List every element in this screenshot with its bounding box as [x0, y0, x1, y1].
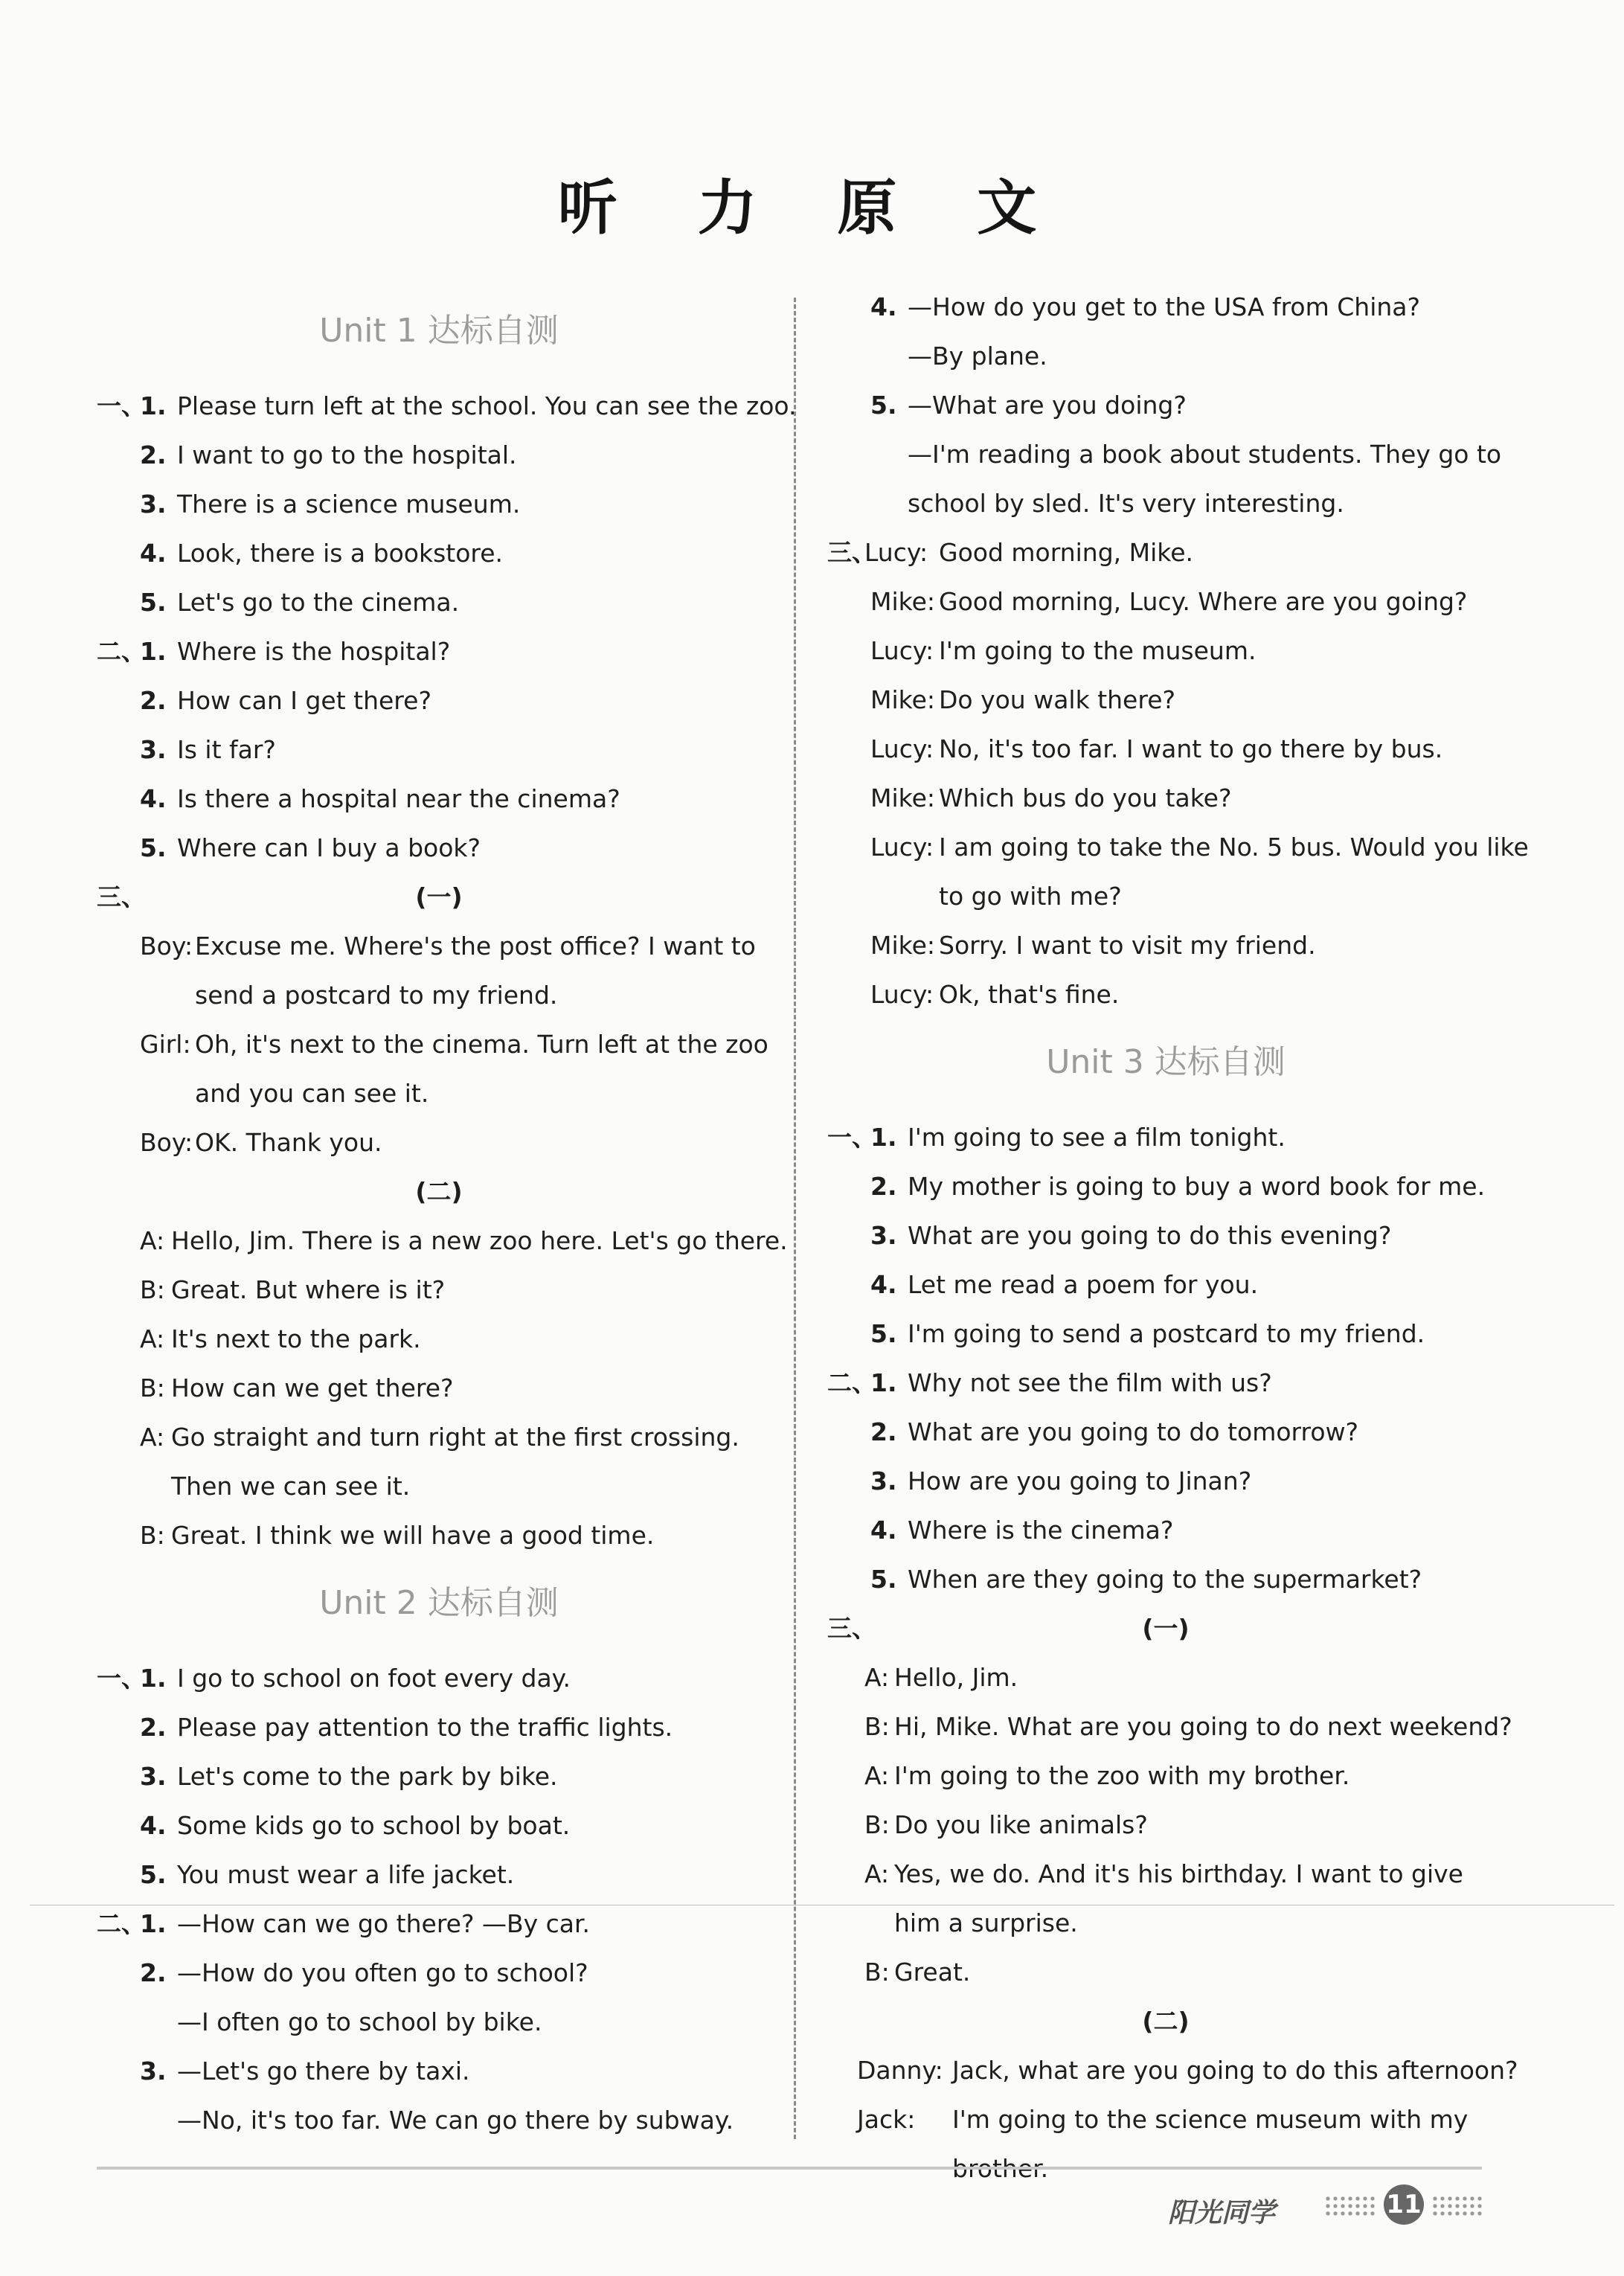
item-text: I go to school on foot every day. — [177, 1664, 571, 1693]
list-item — [97, 1703, 781, 1752]
item-number: 1. — [140, 1664, 167, 1693]
dialog-text: Do you like animals? — [894, 1810, 1148, 1839]
dialog-text: Hello, Jim. There is a new zoo here. Let's go there. — [171, 1226, 788, 1255]
footer-dots — [1324, 2195, 1376, 2217]
item-number: 5. — [140, 1860, 167, 1889]
list-item — [827, 479, 1504, 528]
dialog-line — [827, 1948, 1504, 1997]
list-item — [97, 1654, 781, 1703]
dialog-text: Do you walk there? — [939, 685, 1176, 714]
dialog-text: I am going to take the No. 5 bus. Would you like — [939, 833, 1529, 862]
unit-heading: Unit 3 达标自测 — [1046, 1043, 1286, 1081]
dialog-text: Great. — [894, 1958, 971, 1987]
list-item — [827, 1211, 1504, 1260]
speaker-label: A: — [864, 1663, 890, 1692]
dialog-text: him a surprise. — [894, 1908, 1078, 1937]
speaker-label: Mike: — [870, 931, 935, 960]
dialog-text: Hello, Jim. — [894, 1663, 1018, 1692]
dialog-text: OK. Thank you. — [195, 1128, 382, 1157]
list-item — [827, 1260, 1504, 1309]
list-item — [97, 431, 781, 480]
list-item — [827, 1113, 1504, 1162]
speaker-label: Lucy: — [870, 833, 934, 862]
dialog-line — [827, 725, 1504, 774]
item-text: Is it far? — [177, 735, 276, 764]
dialog-line — [97, 1266, 781, 1315]
item-text: Where is the hospital? — [177, 637, 451, 666]
item-number: 4. — [870, 1270, 897, 1299]
dialog-text: Ok, that's fine. — [939, 980, 1120, 1009]
dialog-line — [97, 971, 781, 1020]
sub-heading: (二) — [415, 1177, 463, 1206]
item-text: When are they going to the supermarket? — [908, 1565, 1422, 1594]
dialog-1 — [97, 922, 781, 1167]
speaker-label: B: — [864, 1712, 890, 1741]
item-number: 3. — [140, 1762, 167, 1791]
speaker-label: B: — [140, 1521, 165, 1550]
list-item — [97, 2096, 781, 2145]
item-text: Why not see the film with us? — [908, 1368, 1272, 1397]
dialog-text: It's next to the park. — [171, 1324, 421, 1353]
item-text: —By plane. — [908, 342, 1047, 371]
item-number: 2. — [140, 1713, 167, 1742]
unit2-continued-lines — [827, 283, 1504, 528]
speaker-label: A: — [140, 1226, 165, 1255]
list-item — [97, 2047, 781, 2096]
section-marker: 三、 — [97, 882, 146, 911]
dialog-line — [827, 577, 1504, 626]
item-text: Where can I buy a book? — [177, 833, 481, 862]
section-marker: 一、 — [97, 391, 146, 420]
dialog-line — [97, 1118, 781, 1167]
item-number: 2. — [870, 1172, 897, 1201]
item-text: You must wear a life jacket. — [177, 1860, 515, 1889]
item-text: Is there a hospital near the cinema? — [177, 784, 620, 813]
right-column — [827, 292, 1529, 2193]
item-number: 1. — [140, 1909, 167, 1938]
list-item — [827, 1359, 1504, 1408]
left-column — [97, 294, 797, 2145]
sub-heading: (二) — [1142, 2007, 1190, 2036]
item-text: Where is the cinema? — [908, 1516, 1174, 1545]
item-text: Let's go to the cinema. — [177, 588, 460, 617]
dialog-line — [97, 1315, 781, 1364]
dialog-line — [827, 1899, 1504, 1948]
dialog-text: Good morning, Lucy. Where are you going? — [939, 587, 1468, 616]
item-number: 1. — [140, 391, 167, 420]
dialog-line — [827, 528, 1504, 577]
dialog-text: Hi, Mike. What are you going to do next weekend? — [894, 1712, 1512, 1741]
list-item — [97, 1850, 781, 1900]
unit-heading: Unit 1 达标自测 — [319, 312, 559, 350]
dialog-text: Jack, what are you going to do this afternoon? — [952, 2056, 1518, 2085]
item-text: I'm going to send a postcard to my friend. — [908, 1319, 1425, 1348]
list-item — [827, 1162, 1504, 1211]
item-number: 3. — [140, 490, 167, 519]
item-text: —Let's go there by taxi. — [177, 2057, 470, 2086]
page-title: 听 力 原 文 — [557, 173, 1067, 243]
section-marker: 三、 — [827, 1614, 876, 1643]
dialog-line — [827, 1850, 1504, 1899]
item-text: Let me read a poem for you. — [908, 1270, 1259, 1299]
dialog-2 — [97, 1216, 788, 1560]
brand-logo: 阳光同学 — [1168, 2198, 1276, 2228]
item-number: 5. — [870, 1319, 897, 1348]
list-item — [827, 283, 1504, 332]
item-text: —What are you doing? — [908, 391, 1187, 420]
speaker-label: Girl: — [140, 1030, 191, 1059]
dialog-line — [97, 1069, 781, 1118]
list-item — [827, 1309, 1504, 1359]
dialog-line — [97, 1364, 781, 1413]
speaker-label: B: — [140, 1275, 165, 1304]
item-number: 2. — [140, 1958, 167, 1987]
speaker-label: A: — [140, 1423, 165, 1452]
footer-dots — [1431, 2195, 1482, 2217]
item-number: 5. — [140, 833, 167, 862]
item-number: 3. — [870, 1221, 897, 1250]
speaker-label: Jack: — [857, 2105, 916, 2134]
item-number: 4. — [140, 1811, 167, 1840]
dialog-line — [827, 823, 1529, 872]
section-line — [827, 1604, 1504, 1653]
dialog-text: Which bus do you take? — [939, 783, 1232, 812]
dialog-4 — [827, 2046, 1518, 2193]
speaker-label: Lucy: — [870, 734, 934, 763]
list-item — [827, 332, 1504, 381]
dialog-text: I'm going to the museum. — [939, 636, 1256, 665]
item-number: 4. — [140, 539, 167, 568]
speaker-label: A: — [864, 1761, 890, 1790]
list-item — [97, 1752, 781, 1801]
dialog-line — [827, 2046, 1518, 2095]
item-text: school by sled. It's very interesting. — [908, 489, 1344, 518]
list-item — [97, 480, 781, 529]
sub-heading: (一) — [1142, 1614, 1190, 1643]
item-text: Look, there is a bookstore. — [177, 539, 504, 568]
dialog-line — [827, 970, 1504, 1019]
item-text: —No, it's too far. We can go there by subway. — [177, 2106, 734, 2135]
item-text: How are you going to Jinan? — [908, 1466, 1252, 1496]
list-item — [97, 775, 781, 824]
footer-rule — [97, 2167, 1482, 2170]
item-text: What are you going to do this evening? — [908, 1221, 1392, 1250]
unit3-lines — [827, 1113, 1504, 1604]
section-marker: 三、 — [827, 538, 876, 567]
dialog-line — [827, 774, 1504, 823]
dialog-lucy-mike — [827, 528, 1529, 1019]
dialog-text: Sorry. I want to visit my friend. — [939, 931, 1316, 960]
list-item — [97, 1998, 781, 2047]
item-number: 1. — [140, 637, 167, 666]
item-text: My mother is going to buy a word book for me. — [908, 1172, 1486, 1201]
item-text: What are you going to do tomorrow? — [908, 1417, 1359, 1446]
section-marker: 一、 — [827, 1123, 876, 1152]
column-divider — [794, 298, 796, 2139]
dialog-line — [827, 1702, 1512, 1751]
item-number: 3. — [870, 1466, 897, 1496]
dialog-text: brother. — [952, 2154, 1049, 2183]
speaker-label: Mike: — [870, 783, 935, 812]
list-item — [97, 1801, 781, 1850]
item-number: 3. — [140, 2057, 167, 2086]
dialog-text: to go with me? — [939, 882, 1122, 911]
speaker-label: Boy: — [140, 1128, 193, 1157]
speaker-label: B: — [140, 1373, 165, 1403]
item-number: 5. — [870, 1565, 897, 1594]
dialog-line — [97, 1020, 781, 1069]
dialog-text: I'm going to the science museum with my — [952, 2105, 1469, 2134]
dialog-text: and you can see it. — [195, 1079, 429, 1108]
item-number: 5. — [870, 391, 897, 420]
item-number: 4. — [140, 784, 167, 813]
list-item — [827, 1555, 1504, 1604]
item-number: 2. — [870, 1417, 897, 1446]
speaker-label: Mike: — [870, 587, 935, 616]
unit-heading: Unit 2 达标自测 — [319, 1584, 559, 1622]
speaker-label: Lucy: — [870, 636, 934, 665]
dialog-text: Then we can see it. — [171, 1472, 411, 1501]
list-item — [97, 578, 781, 627]
item-text: —I'm reading a book about students. They go to — [908, 440, 1502, 469]
dialog-text: Excuse me. Where's the post office? I want to — [195, 932, 756, 961]
dialog-text: No, it's too far. I want to go there by bus. — [939, 734, 1443, 763]
dialog-line — [97, 1511, 781, 1560]
list-item — [97, 382, 797, 431]
sub-heading: (一) — [415, 882, 463, 911]
item-number: 1. — [870, 1123, 897, 1152]
speaker-label: A: — [140, 1324, 165, 1353]
item-text: I want to go to the hospital. — [177, 440, 517, 469]
speaker-label: Boy: — [140, 932, 193, 961]
dialog-text: Yes, we do. And it's his birthday. I want to give — [894, 1859, 1463, 1888]
item-text: Let's come to the park by bike. — [177, 1762, 558, 1791]
item-number: 2. — [140, 686, 167, 715]
dialog-3 — [827, 1653, 1512, 1997]
dialog-line — [827, 872, 1504, 921]
dialog-line — [97, 1462, 781, 1511]
dialog-line — [827, 1801, 1504, 1850]
item-number: 3. — [140, 735, 167, 764]
unit2-lines — [97, 1654, 781, 2145]
item-number: 4. — [870, 1516, 897, 1545]
list-item — [827, 1408, 1504, 1457]
speaker-label: Danny: — [857, 2056, 943, 2085]
section-marker: 二、 — [97, 1909, 146, 1938]
section-marker: 二、 — [827, 1368, 876, 1397]
list-item — [97, 676, 781, 725]
item-text: Please turn left at the school. You can see the zoo. — [177, 391, 797, 420]
speaker-label: A: — [864, 1859, 890, 1888]
item-text: Please pay attention to the traffic lights. — [177, 1713, 673, 1742]
dialog-line — [827, 1751, 1504, 1801]
speaker-label: B: — [864, 1810, 890, 1839]
list-item — [827, 1457, 1504, 1506]
item-number: 1. — [870, 1368, 897, 1397]
dialog-line — [827, 2095, 1504, 2144]
dialog-text: Great. I think we will have a good time. — [171, 1521, 655, 1550]
list-item — [827, 1506, 1504, 1555]
item-number: 5. — [140, 588, 167, 617]
dialog-text: Good morning, Mike. — [939, 538, 1194, 567]
section-line — [97, 873, 781, 922]
list-item — [97, 627, 781, 676]
item-text: How can I get there? — [177, 686, 431, 715]
list-item — [97, 725, 781, 775]
item-text: Some kids go to school by boat. — [177, 1811, 571, 1840]
dialog-line — [827, 921, 1504, 970]
dialog-line — [827, 676, 1504, 725]
dialog-text: send a postcard to my friend. — [195, 981, 558, 1010]
dialog-line — [97, 922, 781, 971]
section-marker: 二、 — [97, 637, 146, 666]
item-text: —How do you get to the USA from China? — [908, 292, 1421, 321]
section-marker: 一、 — [97, 1664, 146, 1693]
speaker-label: Lucy: — [864, 538, 928, 567]
item-text: I'm going to see a film tonight. — [908, 1123, 1286, 1152]
item-number: 2. — [140, 440, 167, 469]
dialog-text: I'm going to the zoo with my brother. — [894, 1761, 1350, 1790]
dialog-line — [97, 1413, 781, 1462]
speaker-label: Mike: — [870, 685, 935, 714]
item-text: —How do you often go to school? — [177, 1958, 588, 1987]
dialog-line — [827, 626, 1504, 676]
item-text: There is a science museum. — [177, 490, 521, 519]
dialog-text: Great. But where is it? — [171, 1275, 446, 1304]
dialog-text: How can we get there? — [171, 1373, 454, 1403]
dialog-line — [97, 1216, 788, 1266]
speaker-label: Lucy: — [870, 980, 934, 1009]
item-text: —I often go to school by bike. — [177, 2007, 542, 2036]
unit1-lines — [97, 382, 797, 873]
list-item — [827, 430, 1504, 479]
dialog-text: Go straight and turn right at the first crossing. — [171, 1423, 739, 1452]
speaker-label: B: — [864, 1958, 890, 1987]
item-text: —How can we go there? —By car. — [177, 1909, 591, 1938]
list-item — [97, 1949, 781, 1998]
item-number: 4. — [870, 292, 897, 321]
page-number: 11 — [1384, 2184, 1424, 2225]
list-item — [97, 1900, 781, 1949]
dialog-line — [827, 1653, 1504, 1702]
dialog-text: Oh, it's next to the cinema. Turn left at the zoo — [195, 1030, 768, 1059]
list-item — [827, 381, 1504, 430]
list-item — [97, 529, 781, 578]
list-item — [97, 824, 781, 873]
